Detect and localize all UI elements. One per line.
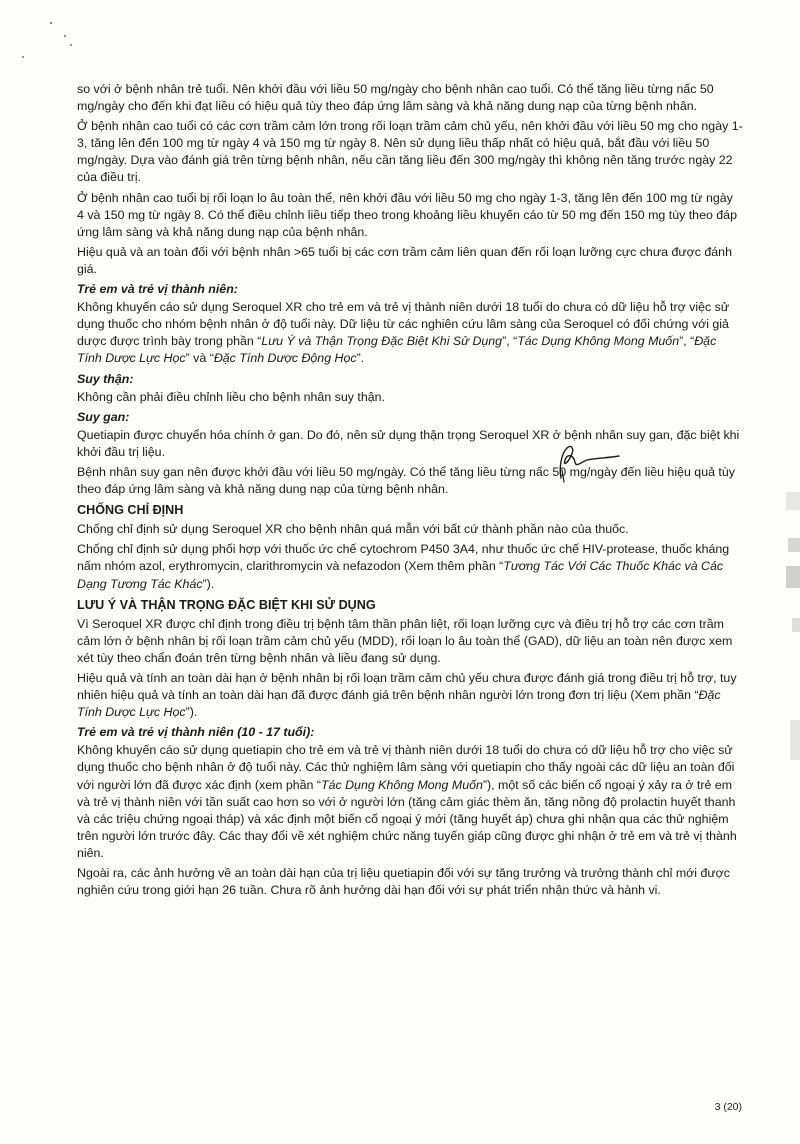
paragraph (77, 541, 743, 592)
section-reference: Tác Dụng Không Mong Muốn (321, 777, 483, 792)
text-run: ”), một số các biến cố ngoại ý xảy ra ở trẻ em và trẻ vị thành niên với tần suất cao hơn so với ở người lớn (tăng cảm giác thèm ăn, tăng nồng độ prolactin huyết thanh và các triệu chứng ngoại tháp) và xác định một biến cố ngoại ý mới (tăng huyết áp) chưa ghi nhận qua các thử nghiệm trên người lớn trước đây. Các thay đổi về xét nghiệm chức năng tuyến giáp cũng được ghi nhận ở trẻ em và trẻ vị thành niên. (77, 777, 737, 860)
text-run: Chống chỉ định sử dụng Seroquel XR cho bệnh nhân quá mẫn với bất cứ thành phần nào của thuốc. (77, 522, 629, 537)
paragraph (77, 118, 743, 186)
text-run: Ngoài ra, các ảnh hưởng về an toàn dài hạn của trị liệu quetiapin đối với sự tăng trưởng và trưởng thành chỉ mới được nghiên cứu trong giới hạn 26 tuần. Chưa rõ ảnh hưởng dài hạn đối với sự phát triển nhận thức và hành vi. (77, 866, 730, 898)
text-run: ” và “ (185, 351, 214, 366)
section-heading (77, 597, 743, 614)
text-run: Suy gan: (77, 409, 130, 424)
section-reference: Tác Dụng Không Mong Muốn (517, 334, 680, 349)
text-run: Hiệu quả và an toàn đối với bệnh nhân >65 tuổi bị các cơn trầm cảm liên quan đến rối loạn lưỡng cực chưa được đánh giá. (77, 244, 732, 276)
subsection-heading (77, 724, 743, 741)
paragraph (77, 190, 743, 241)
scan-speck (64, 35, 66, 37)
text-run: CHỐNG CHỈ ĐỊNH (77, 503, 184, 518)
paragraph (77, 464, 743, 498)
scan-edge-mark (788, 538, 800, 552)
document-body (77, 81, 743, 902)
section-reference: Lưu Ý và Thận Trọng Đặc Biệt Khi Sử Dụng (261, 334, 503, 349)
text-run: so với ở bệnh nhân trẻ tuổi. Nên khởi đầu với liều 50 mg/ngày cho bệnh nhân cao tuổi. Có thể tăng liều từng nấc 50 mg/ngày cho đến khi đạt liều có hiệu quả tùy theo đáp ứng lâm sàng và khả năng dung nạp của từng bệnh nhân. (77, 82, 714, 114)
text-run: Vì Seroquel XR được chỉ định trong điều trị bệnh tâm thần phân liệt, rối loạn lưỡng cực và điều trị hỗ trợ các cơn trầm cảm lớn ở bệnh nhân bị rối loạn trầm cảm chủ yếu (MDD), rối loạn lo âu toàn thể (GAD), dữ liệu an toàn nên được xem xét tùy theo chẩn đoán trên từng bệnh nhân và liều đang sử dụng. (77, 616, 733, 665)
paragraph (77, 616, 743, 667)
paragraph (77, 299, 743, 367)
text-run: ”. (356, 351, 365, 366)
paragraph (77, 244, 743, 278)
scan-edge-mark (786, 492, 800, 510)
section-reference: Đặc Tính Dược Lực Học (77, 688, 721, 720)
paragraph (77, 742, 743, 862)
text-run: Hiệu quả và tính an toàn dài hạn ở bệnh nhân bị rối loạn trầm cảm chủ yếu chưa được đánh giá trong điều trị hỗ trợ, tuy nhiên hiệu quả và tính an toàn dài hạn đã được đánh giá trên bệnh nhân người lớn trong đơn trị liệu (Xem phần “ (77, 671, 737, 703)
text-run: Chống chỉ định sử dụng phối hợp với thuốc ức chế cytochrom P450 3A4, như thuốc ức chế HIV-protease, thuốc kháng nấm nhóm azol, erythromycin, clarithromycin và nefazodon (Xem thêm phần “ (77, 542, 730, 574)
text-run: Ở bệnh nhân cao tuổi có các cơn trầm cảm lớn trong rối loạn trầm cảm chủ yếu, nên khởi đầu với liều 50 mg cho ngày 1-3, tăng lên đến 100 mg từ ngày 4 và 150 mg từ ngày 8. Nên sử dụng liều thấp nhất có hiệu quả, bắt đầu với liều 50 mg/ngày. Dựa vào đánh giá trên từng bệnh nhân, nếu cần tăng liều đến 300 mg/ngày thì không nên tăng trước ngày 22 của điều trị. (77, 119, 743, 185)
subsection-heading (77, 281, 743, 298)
paragraph (77, 670, 743, 721)
paragraph (77, 389, 743, 406)
text-run: Ở bệnh nhân cao tuổi bị rối loạn lo âu toàn thể, nên khởi đầu với liều 50 mg cho ngày 1-3, tăng lên đến 100 mg từ ngày 4 và 150 mg từ ngày 8. Có thể điều chỉnh liều tiếp theo trong khoảng liều khuyến cáo từ 50 mg đến 150 mg tùy theo đáp ứng lâm sàng và khả năng dung nạp của bệnh nhân. (77, 190, 737, 239)
paragraph (77, 427, 743, 461)
paragraph (77, 81, 743, 115)
page-number: 3 (20) (714, 1101, 742, 1113)
scan-speck (70, 44, 72, 46)
scan-speck (50, 22, 52, 24)
text-run: LƯU Ý VÀ THẬN TRỌNG ĐẶC BIỆT KHI SỬ DỤNG (77, 597, 376, 612)
subsection-heading (77, 371, 743, 388)
text-run: Quetiapin được chuyển hóa chính ở gan. Do đó, nên sử dụng thận trọng Seroquel XR ở bệnh nhân suy gan, đặc biệt khi khởi đầu trị liệu. (77, 427, 740, 459)
text-run: Suy thận: (77, 371, 134, 386)
text-run: ”). (185, 705, 198, 720)
scan-edge-mark (786, 566, 800, 588)
text-run: Không khuyến cáo sử dụng Seroquel XR cho trẻ em và trẻ vị thành niên dưới 18 tuổi do chưa có dữ liệu hỗ trợ việc sử dụng thuốc cho nhóm bệnh nhân ở độ tuổi này. Dữ liệu từ các nghiên cứu lâm sàng của Seroquel có đối chứng với giả dược được trình bày trong phần “ (77, 300, 730, 349)
scan-speck (22, 56, 24, 58)
text-run: Không cần phải điều chỉnh liều cho bệnh nhân suy thận. (77, 389, 385, 404)
section-reference: Tương Tác Với Các Thuốc Khác và Các Dạng Tương Tác Khác (77, 559, 724, 591)
section-heading (77, 502, 743, 519)
paragraph (77, 521, 743, 538)
paragraph (77, 865, 743, 899)
text-run: Trẻ em và trẻ vị thành niên (10 - 17 tuổi): (77, 725, 315, 740)
scan-edge-mark (792, 618, 800, 632)
subsection-heading (77, 409, 743, 426)
section-reference: Đặc Tính Dược Lực Học (77, 334, 717, 366)
text-run: Không khuyến cáo sử dụng quetiapin cho trẻ em và trẻ vị thành niên dưới 18 tuổi do chưa có dữ liệu hỗ trợ cho việc sử dụng thuốc cho bệnh nhân ở độ tuổi này. Các thử nghiệm lâm sàng với quetiapin cho thấy ngoài các dữ liệu an toàn đối với người lớn đã được xác định (xem phần “ (77, 743, 735, 792)
text-run: Trẻ em và trẻ vị thành niên: (77, 282, 238, 297)
text-run: ”, “ (679, 334, 695, 349)
scan-edge-mark (790, 720, 800, 760)
section-reference: Đặc Tính Dược Động Học (213, 351, 357, 366)
text-run: ”, “ (502, 334, 518, 349)
text-run: ”). (202, 576, 215, 591)
text-run: Bệnh nhân suy gan nên được khởi đầu với liều 50 mg/ngày. Có thể tăng liều từng nấc 50 mg/ngày đến liều hiệu quả tùy theo đáp ứng lâm sàng và khả năng dung nạp của từng bệnh nhân. (77, 464, 735, 497)
